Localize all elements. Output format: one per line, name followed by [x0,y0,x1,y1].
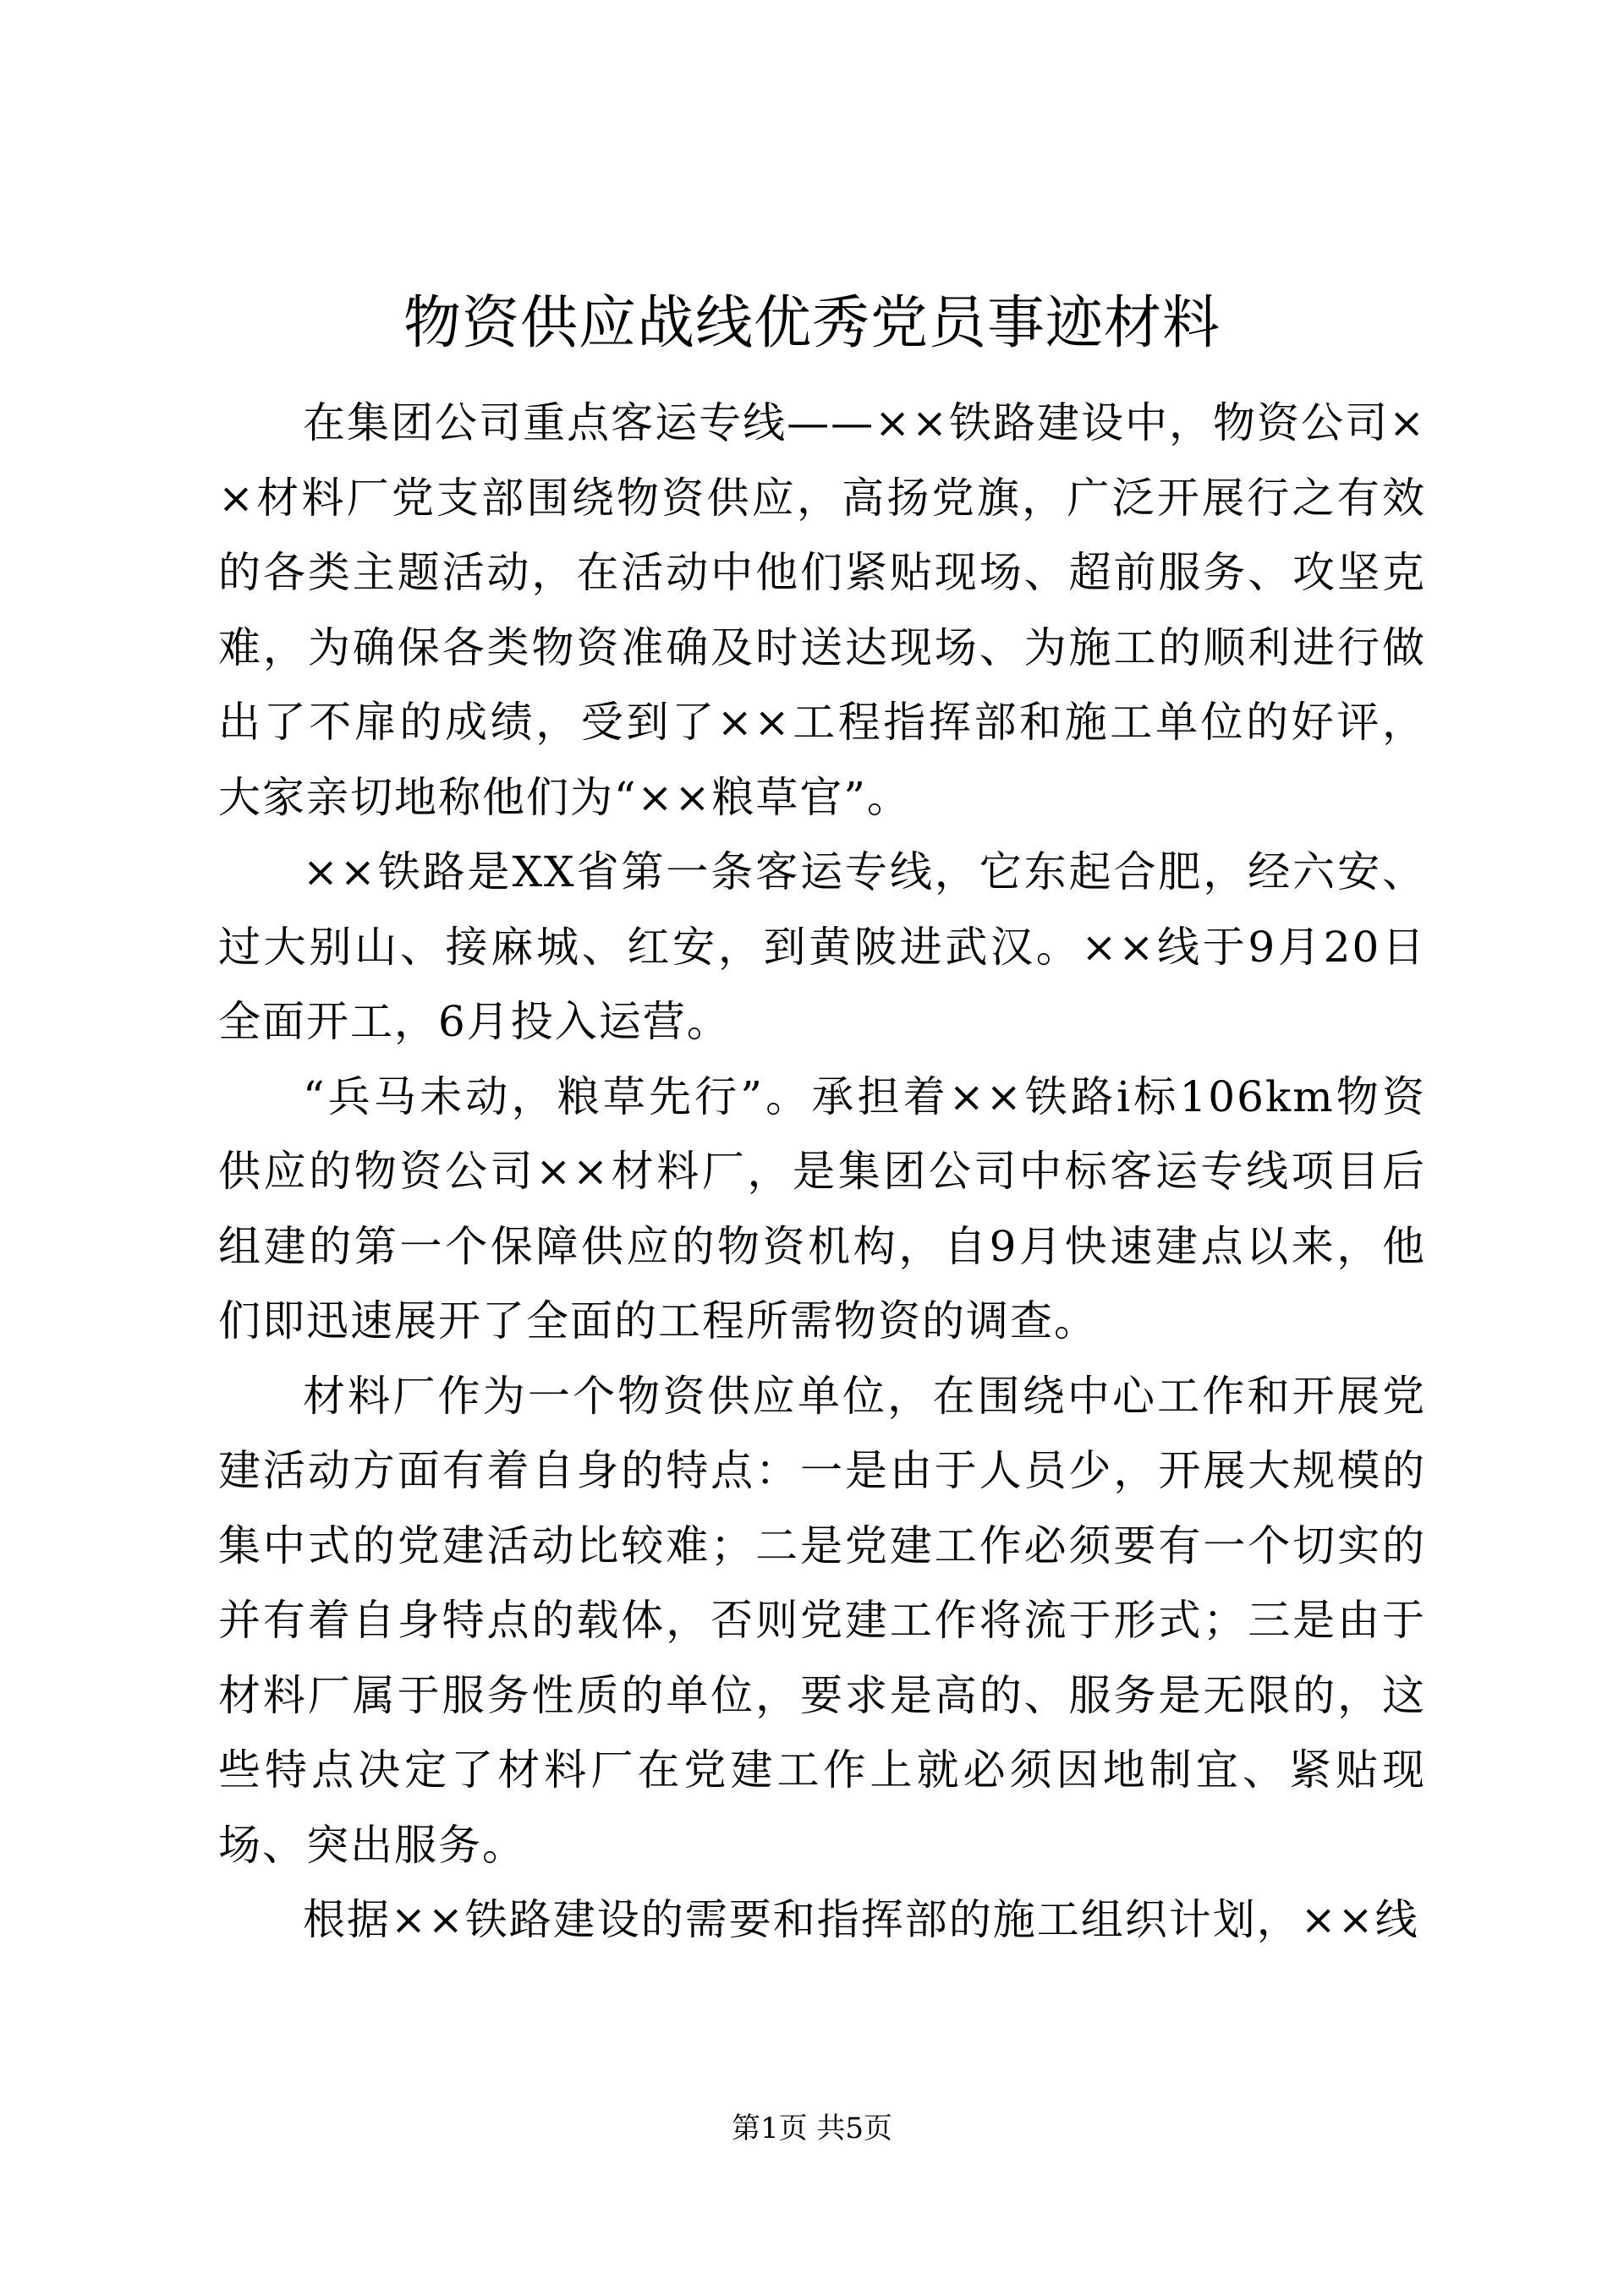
paragraph-2: ××铁路是XX省第一条客运专线，它东起合肥，经六安、过大别山、接麻城、红安，到黄陂进武汉。××线于9月20日全面开工，6月投入运营。 [218,847,1426,1046]
paragraph-1: 在集团公司重点客运专线——××铁路建设中，物资公司××材料厂党支部围绕物资供应，高扬党旗，广泛开展行之有效的各类主题活动，在活动中他们紧贴现场、超前服务、攻坚克难，为确保各类物资准确及时送达现场、为施工的顺利进行做出了不扉的成绩，受到了××工程指挥部和施工单位的好评，大家亲切地称他们为“××粮草官”。 [218,398,1426,822]
document-title: 物资供应战线优秀党员事迹材料 [403,290,1221,357]
page-footer: 第1页 共5页 [731,2112,893,2145]
paragraph-5: 根据××铁路建设的需要和指挥部的施工组织计划，××线 [303,1895,1419,1944]
paragraph-4: 材料厂作为一个物资供应单位，在围绕中心工作和开展党建活动方面有着自身的特点：一是由于人员少，开展大规模的集中式的党建活动比较难；二是党建工作必须要有一个切实的并有着自身特点的载体，否则党建工作将流于形式；三是由于材料厂属于服务性质的单位，要求是高的、服务是无限的，这些特点决定了材料厂在党建工作上就必须因地制宜、紧贴现场、突出服务。 [218,1371,1426,1870]
document-body [218,386,1426,1958]
paragraph-3: “兵马未动，粮草先行”。承担着××铁路ⅰ标106km物资供应的物资公司××材料厂，是集团公司中标客运专线项目后组建的第一个保障供应的物资机构，自9月快速建点以来，他们即迅速展开了全面的工程所需物资的调查。 [218,1071,1426,1345]
